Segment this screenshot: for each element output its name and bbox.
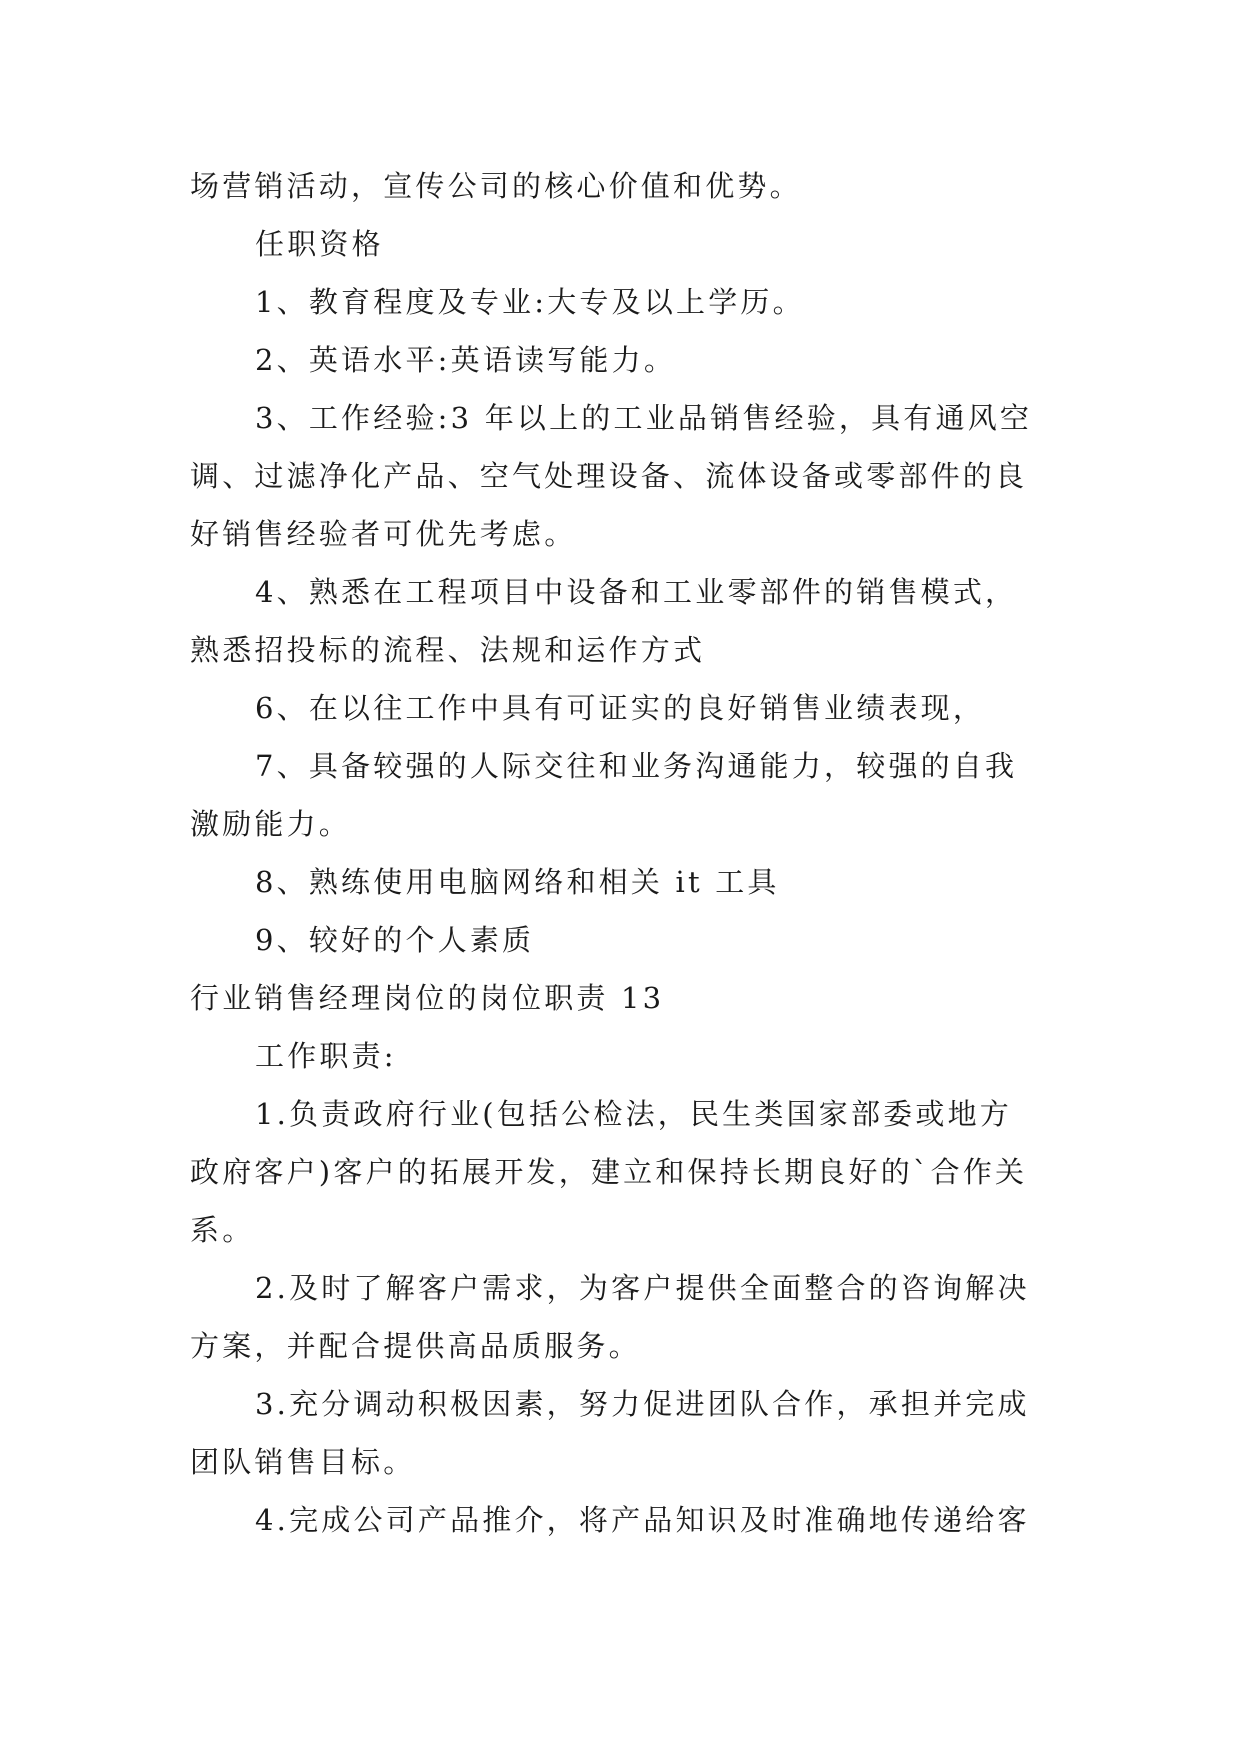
- text-line: 工作职责:: [255, 1039, 397, 1073]
- text-line: 团队销售目标。: [190, 1445, 416, 1479]
- text-line: 激励能力。: [190, 807, 352, 841]
- text-line: 8、熟练使用电脑网络和相关 it 工具: [255, 865, 780, 899]
- text-line: 系。: [190, 1213, 255, 1247]
- text-line: 3.充分调动积极因素，努力促进团队合作，承担并完成: [255, 1387, 1030, 1421]
- text-line: 9、较好的个人素质: [255, 923, 535, 957]
- text-line: 3、工作经验:3 年以上的工业品销售经验，具有通风空: [255, 401, 1033, 435]
- text-line: 4.完成公司产品推介，将产品知识及时准确地传递给客: [255, 1503, 1030, 1537]
- section-heading: 行业销售经理岗位的岗位职责 13: [190, 981, 665, 1015]
- text-line: 6、在以往工作中具有可证实的良好销售业绩表现，: [255, 691, 986, 725]
- text-line: 好销售经验者可优先考虑。: [190, 517, 577, 551]
- text-line: 场营销活动，宣传公司的核心价值和优势。: [190, 169, 802, 203]
- document-body: [190, 157, 1060, 1549]
- text-line: 2、英语水平:英语读写能力。: [255, 343, 677, 377]
- text-line: 熟悉招投标的流程、法规和运作方式: [190, 633, 706, 667]
- text-line: 1.负责政府行业(包括公检法，民生类国家部委或地方: [255, 1097, 1012, 1131]
- text-line: 7、具备较强的人际交往和业务沟通能力，较强的自我: [255, 749, 1018, 783]
- text-line: 方案，并配合提供高品质服务。: [190, 1329, 641, 1363]
- text-line: 2.及时了解客户需求，为客户提供全面整合的咨询解决: [255, 1271, 1030, 1305]
- text-line: 政府客户)客户的拓展开发，建立和保持长期良好的`合作关: [190, 1155, 1028, 1189]
- text-line: 4、熟悉在工程项目中设备和工业零部件的销售模式，: [255, 575, 1018, 609]
- text-line: 1、教育程度及专业:大专及以上学历。: [255, 285, 805, 319]
- text-line: 调、过滤净化产品、空气处理设备、流体设备或零部件的良: [190, 459, 1028, 493]
- text-line: 任职资格: [255, 227, 384, 261]
